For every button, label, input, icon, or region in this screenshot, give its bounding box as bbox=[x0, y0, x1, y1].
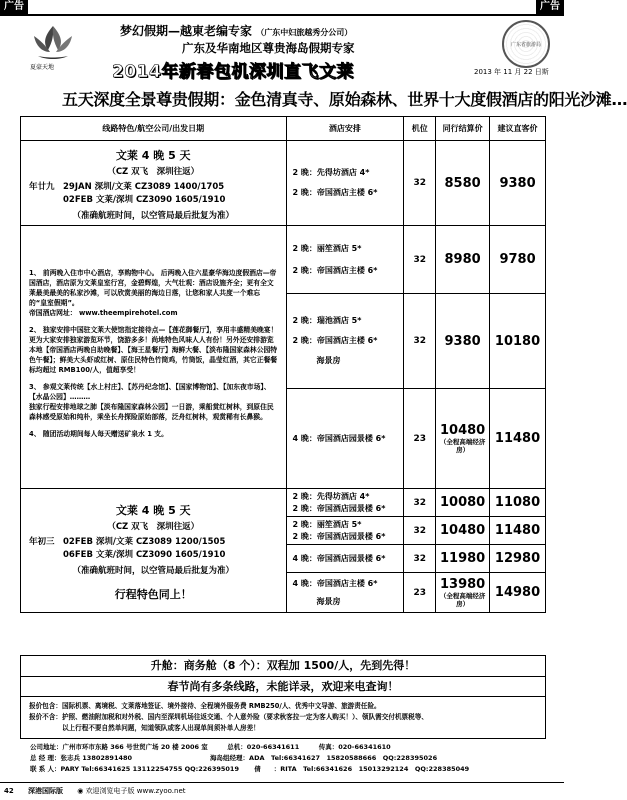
seats-cell: 23 bbox=[404, 573, 436, 613]
group1-route bbox=[21, 141, 287, 226]
issue-date: 2013 年 11 月 22 日斯 bbox=[474, 68, 549, 76]
price-table bbox=[20, 116, 546, 613]
hotel-website: 帝国酒店网址： www.theempirehotel.com bbox=[29, 309, 178, 317]
header-route: 线路特色/航空公司/出发日期 bbox=[21, 117, 287, 141]
hotel-cell: 2 晚：瑞池酒店 5* 2 晚：帝国酒店主楼 6* 海景房 bbox=[286, 294, 404, 389]
footer-brand: 深港国际版 bbox=[27, 787, 63, 795]
hotel-cell: 4 晚：帝国酒店园景楼 6* bbox=[286, 545, 404, 573]
group1-sub: （CZ 双飞 深圳往返） bbox=[107, 167, 200, 177]
header-line1-note: （广东中妇旅越秀分公司） bbox=[256, 28, 353, 37]
address-line: 公司地址：广州市环市东路 366 号世贸广场 20 楼 2006 室 总机：020-66341611 传真：020-66341610 bbox=[30, 743, 391, 751]
group1-note: （准确航班时间，以空管局最后批复为准） bbox=[72, 211, 234, 221]
certification-badge-icon bbox=[502, 20, 550, 68]
peer-price-cell: 10080 bbox=[436, 489, 490, 517]
hotel-cell: 2 晚：丽笙酒店 5* 2 晚：帝国酒店园景楼 6* bbox=[286, 517, 404, 545]
hotel-cell: 2 晚：先得坊酒店 4* 2 晚：帝国酒店园景楼 6* bbox=[286, 489, 404, 517]
peer-price-cell: 10480 （全程高端经济房） bbox=[436, 389, 490, 489]
ad-label-right: 广告 bbox=[536, 0, 564, 14]
header-line2: 广东及华南地区尊贵海岛假期专家 bbox=[182, 41, 355, 55]
seats-cell: 32 bbox=[404, 545, 436, 573]
footer-divider bbox=[0, 782, 564, 783]
peer-price-note: （全程高端经济房） bbox=[439, 592, 486, 608]
hotel-cell: 4 晚：帝国酒店主楼 6* 海景房 bbox=[286, 573, 404, 613]
group1-description: 1、 前两晚入住市中心酒店，享购物中心。 后两晚入住六星豪华海边度假酒店—帝国酒店，酒店原为文莱皇室行宫，金碧辉煌，大气壮观：酒店设施齐全；更有全文莱最美最美的私家沙滩，可以欣赏美丽的海边日落，让您和家人共度一个难忘的“皇室假期”。 帝国酒店网址： www.theempirehotel.com 2、 独家安排中国驻文莱大使馆指定接待点—【莲花御餐厅】，享用丰盛精美晚宴！更为大家安排独家游览环节，饶游多多！尚地特色风味人人有份！另外还安排游览本地【帝国酒店两晚自助晚餐】、【海王星餐厅】海鲜大餐、【淡布隆国家森林公园特色午餐】；鲜美大头虾或红树、原住民特色竹筒鸡，竹筒饭，晶莹红酒，其它正餐餐标均超过 RMB100/人，值超享受！ 3、 参观文莱传统【水上村庄】、【苏丹纪念馆】、【国家博物馆】、【加东夜市场】、【水晶公园】……… 独家行程安排地球之肺【淡布隆国家森林公园】一日游，乘船赏红树林，到原住民森林感受原始和纯朴，乘坐长舟探险原始部落，泛舟红树林，观赏稀有长鼻猴。 4、 随团活动期间每人每天赠送矿泉水 1 支。 bbox=[21, 226, 287, 489]
hotel-cell: 2 晚：丽笙酒店 5* 2 晚：帝国酒店主楼 6* bbox=[286, 226, 404, 294]
fees-section bbox=[20, 697, 546, 739]
group2-route bbox=[21, 489, 287, 613]
header-title: 2014年新春包机深圳直飞文莱 bbox=[112, 62, 354, 82]
hotel-cell: 2 晚：先得坊酒店 4* 2 晚：帝国酒店主楼 6* bbox=[286, 141, 404, 226]
table-header-row bbox=[21, 117, 546, 141]
peer-price-cell: 9380 bbox=[436, 294, 490, 389]
table-row bbox=[21, 226, 546, 294]
retail-price-cell: 11480 bbox=[490, 389, 546, 489]
ad-label-left: 广告 bbox=[0, 0, 28, 14]
footer-slogan: 欢迎浏览电子版 www.zyoo.net bbox=[85, 787, 186, 795]
retail-price-cell: 9380 bbox=[490, 141, 546, 226]
seats-cell: 23 bbox=[404, 389, 436, 489]
seats-cell: 32 bbox=[404, 517, 436, 545]
group2-flight1: 年初三 02FEB 深圳/文莱 CZ3089 1200/1505 bbox=[29, 536, 226, 547]
fees-note: 以上行程不要自然单问题，知道领队或客人出现单间须补单人房差！ bbox=[29, 724, 260, 732]
peer-price-cell: 10480 bbox=[436, 517, 490, 545]
fees-excluded: 报价不含：护照、燃油附加税和对外税、国内至深圳机场往返交通、个人意外险（要求秋客拉一定为客人购买！）、领队需交付机票税等、 bbox=[29, 713, 428, 721]
manager-line: 总 经 理：张志兵 13802891480 海岛组经理：ADA Tel:66341627 15820588666 QQ:228395026 bbox=[30, 754, 438, 762]
more-routes-note: 春节尚有多条线路，未能详录，欢迎来电查询！ bbox=[20, 677, 546, 697]
seats-cell: 32 bbox=[404, 489, 436, 517]
footer bbox=[4, 786, 186, 796]
group1-flight2: 02FEB 文莱/深圳 CZ3090 1605/1910 bbox=[29, 195, 226, 205]
header-hotel: 酒店安排 bbox=[286, 117, 404, 141]
peer-price-cell: 8580 bbox=[436, 141, 490, 226]
group2-same-note: 行程特色同上！ bbox=[114, 587, 192, 601]
peer-price-cell: 11980 bbox=[436, 545, 490, 573]
table-row bbox=[21, 141, 546, 226]
group2-note: （准确航班时间，以空管局最后批复为准） bbox=[72, 565, 234, 576]
header-retail-price: 建议直客价 bbox=[490, 117, 546, 141]
logo-caption: 夏豪天地 bbox=[30, 64, 55, 71]
hotel-cell: 4 晚：帝国酒店园景楼 6* bbox=[286, 389, 404, 489]
table-row bbox=[21, 489, 546, 517]
contact-info bbox=[30, 742, 550, 775]
seats-cell: 32 bbox=[404, 226, 436, 294]
group2-title: 文莱 4 晚 5 天 bbox=[115, 503, 191, 517]
upgrade-note: 升舱：商务舱（8 个）：双程加 1500/人，先到先得！ bbox=[20, 655, 546, 677]
peer-price-cell: 8980 bbox=[436, 226, 490, 294]
top-divider bbox=[0, 14, 564, 16]
retail-price-cell: 9780 bbox=[490, 226, 546, 294]
group1-flight1: 年廿九 29JAN 深圳/文莱 CZ3089 1400/1705 bbox=[29, 182, 225, 192]
badge-text: 广东省旅游局 bbox=[510, 41, 541, 48]
fees-included: 报价包含：国际机票、离境税、文莱落地签证、境外接待、全程境外服务费 RMB250/人、优秀中文导游、旅游责任险。 bbox=[29, 702, 381, 710]
retail-price-cell: 14980 bbox=[490, 573, 546, 613]
header-line1: 梦幻假期—越東老编专家 （广东中妇旅越秀分公司） bbox=[120, 24, 353, 38]
contact-line: 联 系 人：PARY Tel:66341625 13112254755 QQ:226395019 倩 ：RITA Tel:66341626 15013292124 QQ:228385049 bbox=[30, 765, 470, 773]
globe-icon: ◉ bbox=[77, 787, 84, 795]
header-peer-price: 同行结算价 bbox=[436, 117, 490, 141]
peer-price-cell: 13980 （全程高端经济房） bbox=[436, 573, 490, 613]
seats-cell: 32 bbox=[404, 294, 436, 389]
retail-price-cell: 10180 bbox=[490, 294, 546, 389]
retail-price-cell: 11480 bbox=[490, 517, 546, 545]
retail-price-cell: 11080 bbox=[490, 489, 546, 517]
group2-flight2: 06FEB 文莱/深圳 CZ3090 1605/1910 bbox=[29, 549, 226, 560]
group2-sub: （CZ 双飞 深圳往返） bbox=[107, 521, 200, 532]
header-tagline: 五天深度全景尊贵假期：金色清真寺、原始森林、世界十大度假酒店的阳光沙滩… bbox=[62, 90, 627, 109]
header-seats: 机位 bbox=[404, 117, 436, 141]
seats-cell: 32 bbox=[404, 141, 436, 226]
peer-price-note: （全程高端经济房） bbox=[439, 438, 486, 454]
page-number: 42 bbox=[4, 787, 14, 795]
retail-price-cell: 12980 bbox=[490, 545, 546, 573]
group1-title: 文莱 4 晚 5 天 bbox=[115, 149, 191, 162]
